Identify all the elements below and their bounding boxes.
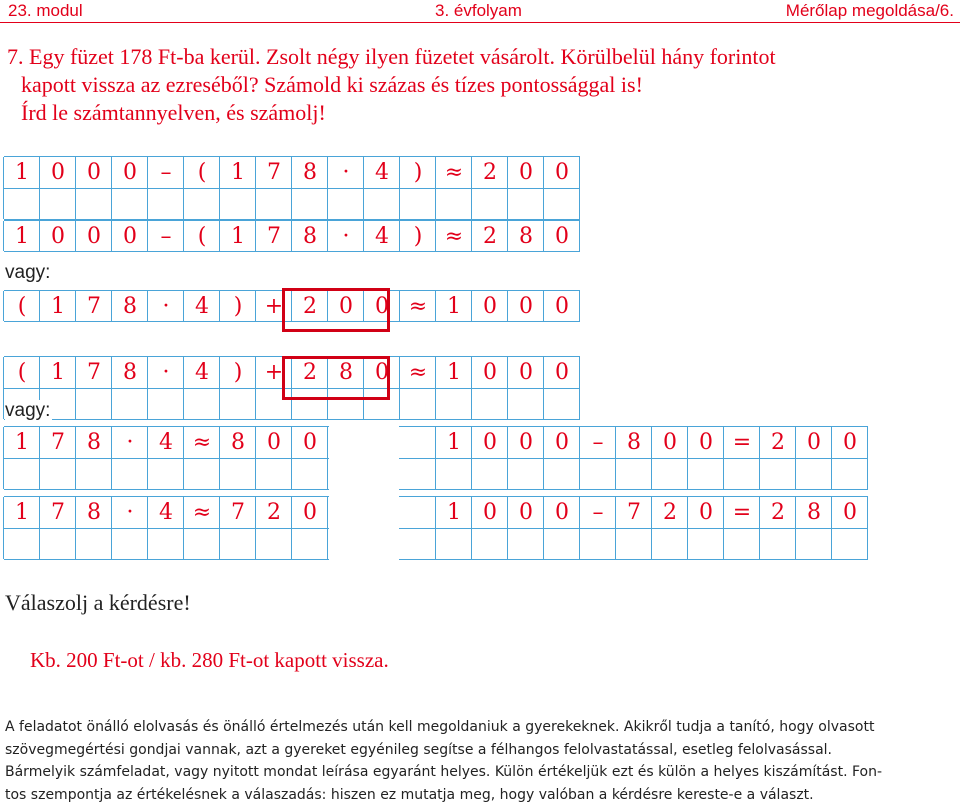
grid-cell: 0	[555, 430, 569, 455]
grid-cell: 0	[87, 160, 101, 185]
grid-cell: 7	[87, 294, 101, 319]
grid-cell: 7	[87, 360, 101, 385]
grid-cell: 0	[555, 360, 569, 385]
grid-cell	[364, 497, 400, 529]
grid-cell: ≈	[192, 500, 212, 525]
grid-cell: 8	[303, 160, 317, 185]
grid-row	[4, 426, 868, 490]
grid-cell: 1	[447, 294, 461, 319]
grid-cell: 7	[51, 500, 65, 525]
grid-cell: ·	[342, 160, 350, 185]
or-label-2: vagy:	[5, 400, 51, 421]
grid-cell: 0	[123, 160, 137, 185]
task-line-1: 7. Egy füzet 178 Ft-ba kerül. Zsolt négy ilyen füzetet vásárolt. Körülbelül hány forintot	[7, 44, 776, 69]
grid-cell: 0	[555, 224, 569, 249]
grid-cell: +	[264, 360, 284, 385]
grid-cell: 0	[519, 294, 533, 319]
grid-row	[4, 220, 580, 252]
task-line-3: Írd le számtannyelven, és számolj!	[21, 100, 326, 125]
grid-cell	[328, 427, 364, 459]
highlight-box-280	[282, 356, 390, 400]
grid-cell: 8	[303, 224, 317, 249]
grid-cell: 1	[15, 160, 29, 185]
grid-cell: 1	[51, 360, 65, 385]
grid-cell	[400, 427, 436, 459]
grid-cell: 8	[123, 294, 137, 319]
grid-cell: 1	[15, 500, 29, 525]
grid-cell: )	[413, 160, 423, 185]
grid-cell: 1	[231, 160, 245, 185]
grid-cell: 2	[303, 360, 317, 385]
grid-cell: ≈	[444, 160, 464, 185]
grid-cell: 0	[375, 294, 389, 319]
grid-cell: 1	[51, 294, 65, 319]
grid-cell: (	[197, 160, 207, 185]
grid-cell: )	[413, 224, 423, 249]
grid-cell: 8	[339, 360, 353, 385]
grid-cell: 0	[123, 224, 137, 249]
grid-cell: –	[160, 224, 172, 249]
grid-cell: 0	[843, 500, 857, 525]
grid-cell: 0	[267, 430, 281, 455]
grid-cell: 8	[807, 500, 821, 525]
grid-cell: ·	[162, 360, 170, 385]
grid-cell: 1	[15, 224, 29, 249]
grid-cell: 2	[663, 500, 677, 525]
grid-cell: ≈	[408, 360, 428, 385]
highlight-box-200	[282, 288, 390, 332]
grid-cell: –	[592, 430, 604, 455]
question-prompt: Válaszolj a kérdésre!	[5, 590, 191, 615]
grid-cell: ·	[126, 500, 134, 525]
note-line-2: szövegmegértési gondjai vannak, azt a gyereket egyénileg segítse a félhangos felolvastatással, esetleg felolvasással.	[5, 741, 832, 758]
grid-cell: 2	[771, 500, 785, 525]
grid-cell: 0	[51, 160, 65, 185]
grid-cell: 0	[555, 160, 569, 185]
grid-cell: 8	[87, 500, 101, 525]
grid-cell: 1	[447, 360, 461, 385]
grid-cell: 0	[339, 294, 353, 319]
note-line-3: Bármelyik számfeladat, vagy nyitott mondat leírása egyaránt helyes. Külön értékeljük ezt és külön a helyes kiszámítást. Fon-	[5, 764, 883, 780]
or-label-1: vagy:	[5, 262, 51, 283]
grid-cell: )	[233, 360, 243, 385]
grid-cell: 0	[555, 500, 569, 525]
grid-cell: 2	[267, 500, 281, 525]
grid-cell	[364, 427, 400, 459]
grid-cell: 8	[123, 360, 137, 385]
task-line-2: kapott vissza az ezreséből? Számold ki százas és tízes pontossággal is!	[21, 72, 643, 97]
grid-cell: =	[732, 430, 752, 455]
grid-cell: 0	[555, 294, 569, 319]
grid-cell: (	[197, 224, 207, 249]
grid-cell: ·	[162, 294, 170, 319]
grid-cell: 0	[807, 430, 821, 455]
grid-cell: 0	[699, 500, 713, 525]
grid-cell: 0	[519, 430, 533, 455]
grid-cell: 0	[303, 500, 317, 525]
grid-cell: (	[17, 360, 27, 385]
grid-cell: ≈	[192, 430, 212, 455]
grid-cell: 0	[483, 430, 497, 455]
grid-cell: 7	[231, 500, 245, 525]
grid-cell: –	[160, 160, 172, 185]
note-line-4: tos szempontja az értékelésnek a válaszadás: hiszen ez mutatja meg, hogy valóban a kérdésre kereste-e a választ.	[5, 786, 814, 803]
grid-cell: 1	[15, 430, 29, 455]
grid-cell: 8	[87, 430, 101, 455]
page-header	[0, 0, 960, 23]
grid-row	[4, 496, 868, 560]
grid-cell: 1	[447, 500, 461, 525]
grid-cell: 2	[483, 224, 497, 249]
grid-cell: 0	[51, 224, 65, 249]
grid-cell: 0	[519, 360, 533, 385]
grid-cell: 0	[483, 294, 497, 319]
grid-cell: 4	[375, 224, 389, 249]
grid-cell: 1	[231, 224, 245, 249]
grid-cell: 0	[843, 430, 857, 455]
grid-cell: +	[264, 294, 284, 319]
grid-cell: )	[233, 294, 243, 319]
grid-cell: 7	[51, 430, 65, 455]
grade-label: 3. évfolyam	[435, 1, 522, 20]
grid-cell: 7	[267, 224, 281, 249]
grid-cell: 4	[195, 360, 209, 385]
teacher-notes	[5, 716, 955, 806]
grid-cell: 4	[375, 160, 389, 185]
grid-cell: ·	[126, 430, 134, 455]
grid-cell: 0	[483, 360, 497, 385]
grid-cell: 2	[483, 160, 497, 185]
grid-cell: –	[592, 500, 604, 525]
grid-cell: ≈	[408, 294, 428, 319]
grid-cell: 0	[519, 160, 533, 185]
answer-text: Kb. 200 Ft-ot / kb. 280 Ft-ot kapott vissza.	[30, 648, 389, 672]
grid-cell: 0	[699, 430, 713, 455]
grid-cell: (	[17, 294, 27, 319]
grid-cell: 8	[519, 224, 533, 249]
grid-row	[4, 156, 580, 220]
grid-cell: 7	[267, 160, 281, 185]
grid-cell: 0	[87, 224, 101, 249]
grid-cell: 0	[663, 430, 677, 455]
task-text	[7, 43, 952, 127]
grid-cell: 0	[375, 360, 389, 385]
grid-cell: 4	[159, 430, 173, 455]
grid-cell: 4	[195, 294, 209, 319]
grid-cell: =	[732, 500, 752, 525]
sheet-label: Mérőlap megoldása/6.	[785, 1, 954, 20]
module-label: 23. modul	[8, 1, 83, 20]
grid-cell: 1	[447, 430, 461, 455]
grid-cell: 4	[159, 500, 173, 525]
grid-cell: 0	[483, 500, 497, 525]
note-line-1: A feladatot önálló elolvasás és önálló értelmezés után kell megoldaniuk a gyerekeknek. Akikről tudja a tanító, hogy olvasott	[5, 719, 875, 735]
grid-cell: 2	[303, 294, 317, 319]
grid-cell: 8	[231, 430, 245, 455]
grid-cell: ≈	[444, 224, 464, 249]
grid-cell	[328, 497, 364, 529]
grid-cell: 7	[627, 500, 641, 525]
grid-cell	[400, 497, 436, 529]
grid-cell: 8	[627, 430, 641, 455]
grid-cell: 2	[771, 430, 785, 455]
grid-cell: ·	[342, 224, 350, 249]
grid-cell: 0	[519, 500, 533, 525]
grid-cell: 0	[303, 430, 317, 455]
